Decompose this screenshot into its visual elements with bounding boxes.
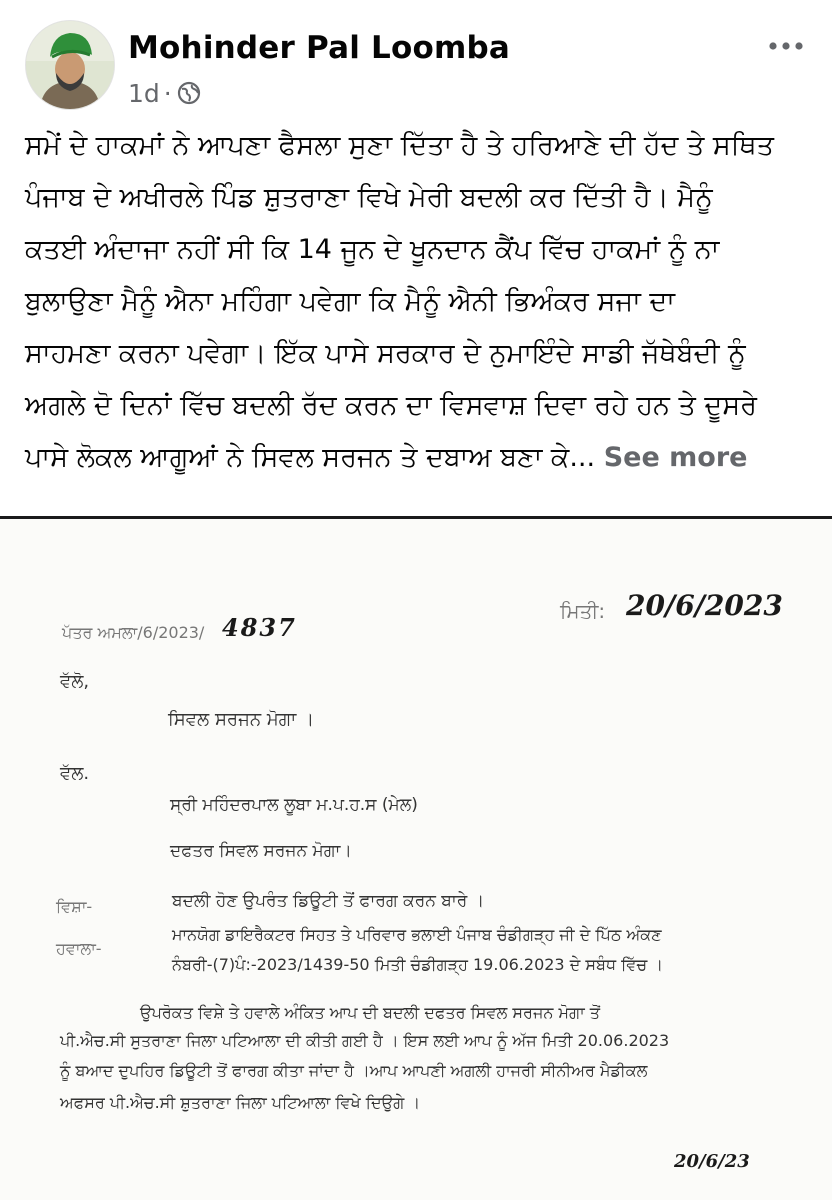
doc-reference-line: ਮਾਨਯੋਗ ਡਾਇਰੈਕਟਰ ਸਿਹਤ ਤੇ ਪਰਿਵਾਰ ਭਲਾਈ ਪੰਜਾਬ ਚੰਡੀਗੜ੍ਹ ਜੀ ਦੇ ਪਿੱਠ ਅੰਕਣ bbox=[172, 925, 662, 944]
doc-recipient-name: ਸ੍ਰੀ ਮਹਿੰਦਰਪਾਲ ਲੂਬਾ ਮ.ਪ.ਹ.ਸ (ਮੇਲ) bbox=[170, 795, 418, 815]
doc-date-label: ਮਿਤੀ: bbox=[560, 599, 606, 623]
post-text-line: ਪੰਜਾਬ ਦੇ ਅਖੀਰਲੇ ਪਿੰਡ ਸ਼ੁਤਰਾਣਾ ਵਿਖੇ ਮੇਰੀ ਬਦਲੀ ਕਰ ਦਿੱਤੀ ਹੈ। ਮੈਨੂੰ bbox=[25, 182, 713, 213]
doc-to-label: ਵੱਲ. bbox=[60, 763, 90, 784]
doc-body-line: ਪੀ.ਐਚ.ਸੀ ਸੁਤਰਾਣਾ ਜਿਲਾ ਪਟਿਆਲਾ ਦੀ ਕੀਤੀ ਗਈ ਹੈ । ਇਸ ਲਈ ਆਪ ਨੂੰ ਅੱਜ ਮਿਤੀ 20.06.2023 bbox=[60, 1031, 670, 1050]
globe-icon[interactable] bbox=[176, 80, 202, 106]
doc-ref-label: ਪੱਤਰ ਅਮਲਾ/6/2023/ bbox=[62, 623, 205, 642]
doc-reference-line: ਨੰਬਰੀ-(7)ਪੰ:-2023/1439-50 ਮਿਤੀ ਚੰਡੀਗੜ੍ਹ 19.06.2023 ਦੇ ਸਬੰਧ ਵਿੱਚ । bbox=[172, 955, 664, 974]
post-text bbox=[25, 120, 815, 484]
doc-body-line: ਨੂੰ ਬਆਦ ਦੁਪਹਿਰ ਡਿਊਟੀ ਤੋਂ ਫਾਰਗ ਕੀਤਾ ਜਾਂਦਾ ਹੈ ।ਆਪ ਆਪਣੀ ਅਗਲੀ ਹਾਜਰੀ ਸੀਨੀਅਰ ਮੈਡੀਕਲ bbox=[60, 1061, 648, 1080]
avatar-image bbox=[26, 21, 114, 109]
post-text-line: ਬੁਲਾਉਣਾ ਮੈਨੂੰ ਐਨਾ ਮਹਿੰਗਾ ਪਵੇਗਾ ਕਿ ਮੈਨੂੰ ਐਨੀ ਭਿਅੰਕਰ ਸਜਾ ਦਾ bbox=[25, 286, 676, 317]
doc-date-value: 20/6/2023 bbox=[626, 589, 783, 622]
author-avatar[interactable] bbox=[25, 20, 115, 110]
doc-signature-date: 20/6/23 bbox=[674, 1151, 750, 1172]
doc-body-line: ਅਫਸਰ ਪੀ.ਐਚ.ਸੀ ਸ਼ੁਤਰਾਣਾ ਜਿਲਾ ਪਟਿਆਲਾ ਵਿਖੇ ਦਿਉਗੇ । bbox=[60, 1093, 421, 1112]
see-more-link[interactable]: See more bbox=[603, 442, 748, 473]
post-text-truncated: ਪਾਸੇ ਲੋਕਲ ਆਗੂਆਂ ਨੇ ਸਿਵਲ ਸਰਜਨ ਤੇ ਦਬਾਅ ਬਣਾ ਕੇ... bbox=[25, 442, 596, 473]
doc-ref-number: 4837 bbox=[222, 613, 297, 642]
post-text-line: ਅਗਲੇ ਦੋ ਦਿਨਾਂ ਵਿੱਚ ਬਦਲੀ ਰੱਦ ਕਰਨ ਦਾ ਵਿਸਵਾਸ਼ ਦਿਵਾ ਰਹੇ ਹਨ ਤੇ ਦੂਸਰੇ bbox=[25, 390, 757, 421]
doc-from-name: ਸਿਵਲ ਸਰਜਨ ਮੋਗਾ । bbox=[168, 709, 315, 730]
doc-body-line: ਉਪਰੋਕਤ ਵਿਸ਼ੇ ਤੇ ਹਵਾਲੇ ਅੰਕਿਤ ਆਪ ਦੀ ਬਦਲੀ ਦਫਤਰ ਸਿਵਲ ਸਰਜਨ ਮੋਗਾ ਤੋਂ bbox=[140, 1003, 601, 1022]
post-header bbox=[0, 0, 832, 120]
doc-from-label: ਵੱਲੋ, bbox=[60, 671, 90, 692]
post-text-line: ਕਤਈ ਅੰਦਾਜਾ ਨਹੀਂ ਸੀ ਕਿ 14 ਜੂਨ ਦੇ ਖੂਨਦਾਨ ਕੈਂਪ ਵਿੱਚ ਹਾਕਮਾਂ ਨੂੰ ਨਾ bbox=[25, 234, 720, 265]
author-name[interactable]: Mohinder Pal Loomba bbox=[128, 30, 510, 66]
more-options-icon[interactable] bbox=[766, 38, 806, 54]
doc-subject: ਬਦਲੀ ਹੋਣ ਉਪਰੰਤ ਡਿਊਟੀ ਤੋਂ ਫਾਰਗ ਕਰਨ ਬਾਰੇ । bbox=[172, 891, 485, 911]
post-text-line: ਸਮੇਂ ਦੇ ਹਾਕਮਾਂ ਨੇ ਆਪਣਾ ਫੈਸਲਾ ਸੁਣਾ ਦਿੱਤਾ ਹੈ ਤੇ ਹਰਿਆਣੇ ਦੀ ਹੱਦ ਤੇ ਸਥਿਤ bbox=[25, 130, 774, 161]
meta-separator: · bbox=[163, 78, 172, 108]
post-time[interactable]: 1d bbox=[128, 78, 160, 108]
post-text-line-last bbox=[25, 432, 815, 484]
post-meta bbox=[128, 78, 202, 108]
post-image-document[interactable] bbox=[0, 519, 832, 1200]
doc-subject-label: ਵਿਸ਼ਾ- bbox=[56, 897, 93, 916]
doc-recipient-office: ਦਫਤਰ ਸਿਵਲ ਸਰਜਨ ਮੋਗਾ। bbox=[170, 841, 352, 861]
doc-reference-label: ਹਵਾਲਾ- bbox=[56, 939, 102, 958]
post-text-line: ਸਾਹਮਣਾ ਕਰਨਾ ਪਵੇਗਾ। ਇੱਕ ਪਾਸੇ ਸਰਕਾਰ ਦੇ ਨੁਮਾਇੰਦੇ ਸਾਡੀ ਜੱਥੇਬੰਦੀ ਨੂੰ bbox=[25, 338, 746, 369]
